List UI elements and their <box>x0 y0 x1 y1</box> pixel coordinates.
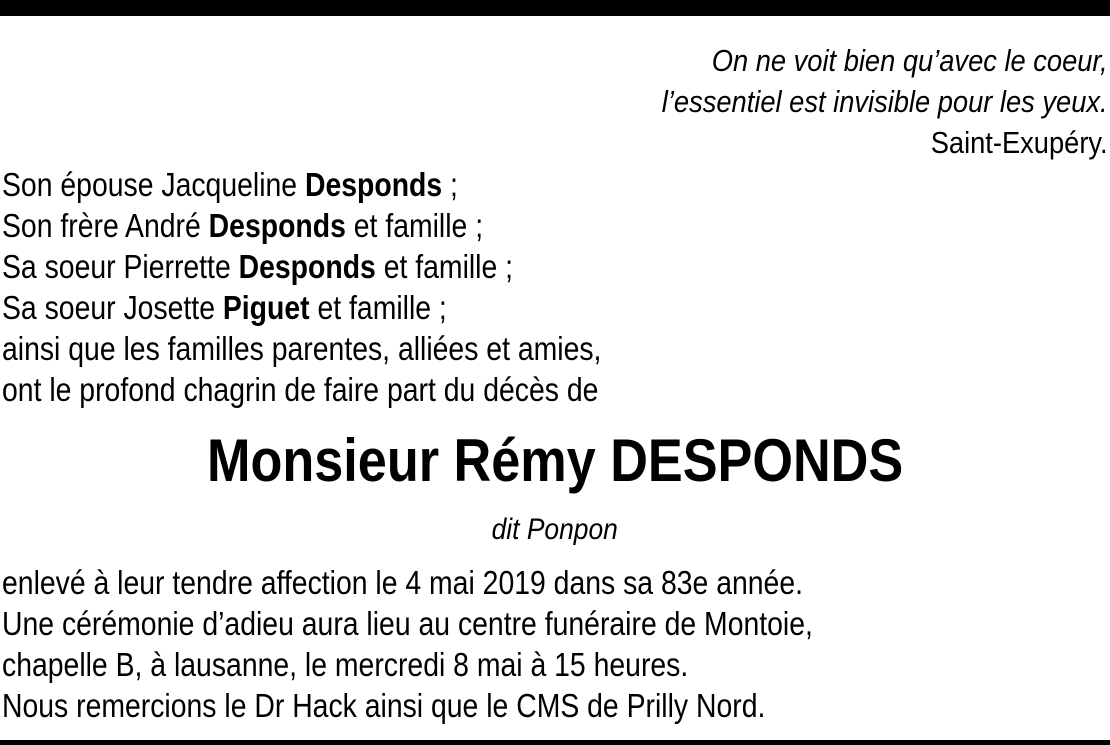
deceased-nickname-block <box>0 510 1110 550</box>
family-surname: Desponds <box>304 166 443 203</box>
top-border-rule <box>0 0 1110 16</box>
deceased-name: Monsieur Rémy DESPONDS <box>206 427 904 494</box>
announcement-details <box>2 562 813 726</box>
family-line <box>2 205 601 246</box>
details-line-4: Nous remercions le Dr Hack ainsi que le CMS de Prilly Nord. <box>2 687 766 724</box>
family-line <box>2 246 601 287</box>
relation-text: Son épouse Jacqueline <box>2 166 305 203</box>
family-surname: Piguet <box>222 289 310 326</box>
bottom-border-rule <box>0 740 1110 745</box>
family-surname: Desponds <box>238 248 376 285</box>
intro-line-2: ont le profond chagrin de faire part du décès de <box>2 371 599 408</box>
details-line-1: enlevé à leur tendre affection le 4 mai 2019 dans sa 83e année. <box>2 564 804 601</box>
family-list <box>2 164 601 410</box>
relation-suffix: et famille ; <box>309 289 447 326</box>
relation-suffix: et famille ; <box>345 207 484 244</box>
family-surname: Desponds <box>208 207 346 244</box>
epigraph-quote <box>662 40 1108 163</box>
family-line <box>2 164 601 205</box>
quote-line-2: l’essentiel est invisible pour les yeux. <box>662 84 1108 119</box>
relation-suffix: ; <box>442 166 458 203</box>
family-line <box>2 287 601 328</box>
deceased-name-heading <box>0 426 1110 496</box>
relation-text: Sa soeur Josette <box>2 289 223 326</box>
quote-line-1: On ne voit bien qu’avec le coeur, <box>712 43 1108 78</box>
relation-text: Sa soeur Pierrette <box>2 248 239 285</box>
intro-line-1: ainsi que les familles parentes, alliées et amies, <box>2 330 602 367</box>
quote-author: Saint-Exupéry. <box>931 125 1108 160</box>
relation-suffix: et famille ; <box>375 248 514 285</box>
details-line-3: chapelle B, à lausanne, le mercredi 8 mai à 15 heures. <box>2 646 689 683</box>
deceased-nickname: dit Ponpon <box>491 513 619 546</box>
relation-text: Son frère André <box>2 207 209 244</box>
details-line-2: Une cérémonie d’adieu aura lieu au centre funéraire de Montoie, <box>2 605 813 642</box>
